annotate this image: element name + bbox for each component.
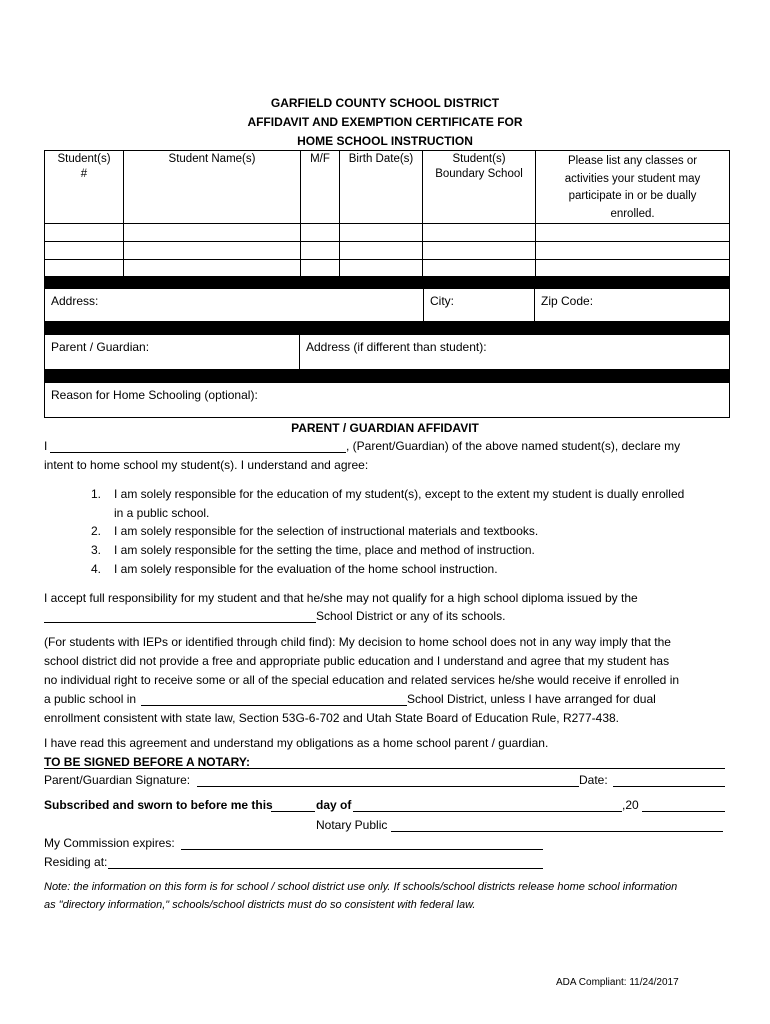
divider [44,768,725,769]
cell-student-number[interactable] [45,260,124,278]
notary-public-label: Notary Public [316,818,388,832]
cell-boundary[interactable] [423,242,536,260]
notary-public-line[interactable] [391,818,723,832]
list-item: I am solely responsible for the evaluation of the home school instruction. [114,562,498,576]
form-title-line3: HOME SCHOOL INSTRUCTION [297,134,473,148]
cell-student-name[interactable] [124,242,301,260]
list-item-cont: in a public school. [114,506,210,520]
cell-student-name[interactable] [124,224,301,242]
col-student-name [124,151,301,224]
col-label: # [80,168,88,180]
alt-address-field[interactable] [299,334,730,370]
signature-label: Parent/Guardian Signature: [44,773,191,787]
alt-address-label: Address (if different than student): [306,340,487,354]
year-label: ,20 [622,798,639,812]
iep-line5: enrollment consistent with state law, Section 53G-6-702 and Utah State Board of Education Rule, R277-438. [44,711,620,725]
cell-birth-date[interactable] [340,260,423,278]
cell-boundary[interactable] [423,224,536,242]
parent-name-line[interactable] [50,439,346,453]
form-title-line2: AFFIDAVIT AND EXEMPTION CERTIFICATE FOR [247,115,523,129]
date-line[interactable] [613,773,725,787]
iep-line4b: School District, unless I have arranged for dual [407,692,656,706]
parent-label: Parent / Guardian: [51,340,150,354]
item-number: 1. [91,487,102,501]
residing-label: Residing at: [44,855,108,869]
table-row [45,224,730,242]
col-mf [301,151,340,224]
col-label: Please list any classes or [567,155,698,167]
divider-bar [44,276,730,288]
col-boundary-school [423,151,536,224]
divider-bar [44,370,730,382]
affidavit-heading: PARENT / GUARDIAN AFFIDAVIT [291,421,479,435]
cell-classes[interactable] [536,224,730,242]
accept-line1: I accept full responsibility for my student and that he/she may not qualify for a high school diploma issued by the [44,591,638,605]
commission-line[interactable] [181,836,543,850]
iep-line1: (For students with IEPs or identified through child find): My decision to home school does not in any way imply that the [44,635,671,649]
col-classes [536,151,730,224]
col-label: enrolled. [610,207,655,220]
parent-guardian-field[interactable] [44,334,300,370]
read-agreement: I have read this agreement and understand my obligations as a home school parent / guardian. [44,736,549,750]
list-item: I am solely responsible for the setting the time, place and method of instruction. [114,543,535,557]
cell-birth-date[interactable] [340,224,423,242]
accept-line2: School District or any of its schools. [316,609,506,623]
table-header-row [45,151,730,224]
city-field[interactable] [423,288,535,322]
day-of-label: day of [316,798,352,812]
cell-student-number[interactable] [45,242,124,260]
cell-mf[interactable] [301,224,340,242]
cell-classes[interactable] [536,260,730,278]
iep-line4a: a public school in [44,692,137,706]
item-number: 4. [91,562,102,576]
col-label: Student Name(s) [168,153,256,165]
col-label: Student(s) [57,153,111,165]
list-item: I am solely responsible for the education of my student(s), except to the extent my student is dually enrolled [114,487,685,501]
col-label: Boundary School [435,168,523,180]
col-birth-date [340,151,423,224]
iep-line3: no individual right to receive some or all of the special education and related services he/she would receive if enrolled in [44,673,680,687]
sworn-label: Subscribed and sworn to before me this [44,798,273,812]
address-label: Address: [51,294,99,308]
table-row [45,260,730,278]
reason-field[interactable] [44,382,730,418]
address-field[interactable] [44,288,424,322]
ada-compliant-label: ADA Compliant: 11/24/2017 [556,977,679,988]
divider-bar [44,322,730,334]
city-label: City: [430,294,454,308]
intro-line2: intent to home school my student(s). I understand and agree: [44,458,369,472]
zip-field[interactable] [534,288,730,322]
col-label: activities your student may [564,172,701,185]
cell-boundary[interactable] [423,260,536,278]
cell-mf[interactable] [301,260,340,278]
cell-student-number[interactable] [45,224,124,242]
col-label: participate in or be dually [568,190,697,202]
form-title-line1: GARFIELD COUNTY SCHOOL DISTRICT [270,96,500,110]
cell-mf[interactable] [301,242,340,260]
iep-line2: school district did not provide a free and appropriate public education and I understand and agree that my student has [44,654,670,668]
col-student-number [45,151,124,224]
intro-suffix: , (Parent/Guardian) of the above named student(s), declare my [346,439,681,453]
list-item: I am solely responsible for the selection of instructional materials and textbooks. [114,524,539,538]
signature-line[interactable] [197,773,579,787]
cell-birth-date[interactable] [340,242,423,260]
month-line[interactable] [353,798,622,812]
district-name-line[interactable] [44,609,316,623]
footer-note-line2: as "directory information," schools/school districts must do so consistent with federal law. [44,899,476,911]
footer-note-line1: Note: the information on this form is for school / school district use only. If schools/school districts release home school information [44,881,678,893]
item-number: 3. [91,543,102,557]
table-row [45,242,730,260]
col-label: M/F [310,153,330,165]
residing-line[interactable] [108,855,543,869]
col-label: Student(s) [452,153,506,165]
reason-label: Reason for Home Schooling (optional): [51,388,258,402]
student-table [44,150,730,278]
intro-prefix: I [44,439,48,453]
cell-classes[interactable] [536,242,730,260]
date-label: Date: [579,773,608,787]
item-number: 2. [91,524,102,538]
day-line[interactable] [271,798,315,812]
notary-heading: TO BE SIGNED BEFORE A NOTARY: [44,755,251,769]
zip-label: Zip Code: [541,294,594,308]
public-school-line[interactable] [141,692,407,706]
commission-label: My Commission expires: [44,836,175,850]
year-line[interactable] [642,798,725,812]
cell-student-name[interactable] [124,260,301,278]
col-label: Birth Date(s) [348,153,414,165]
